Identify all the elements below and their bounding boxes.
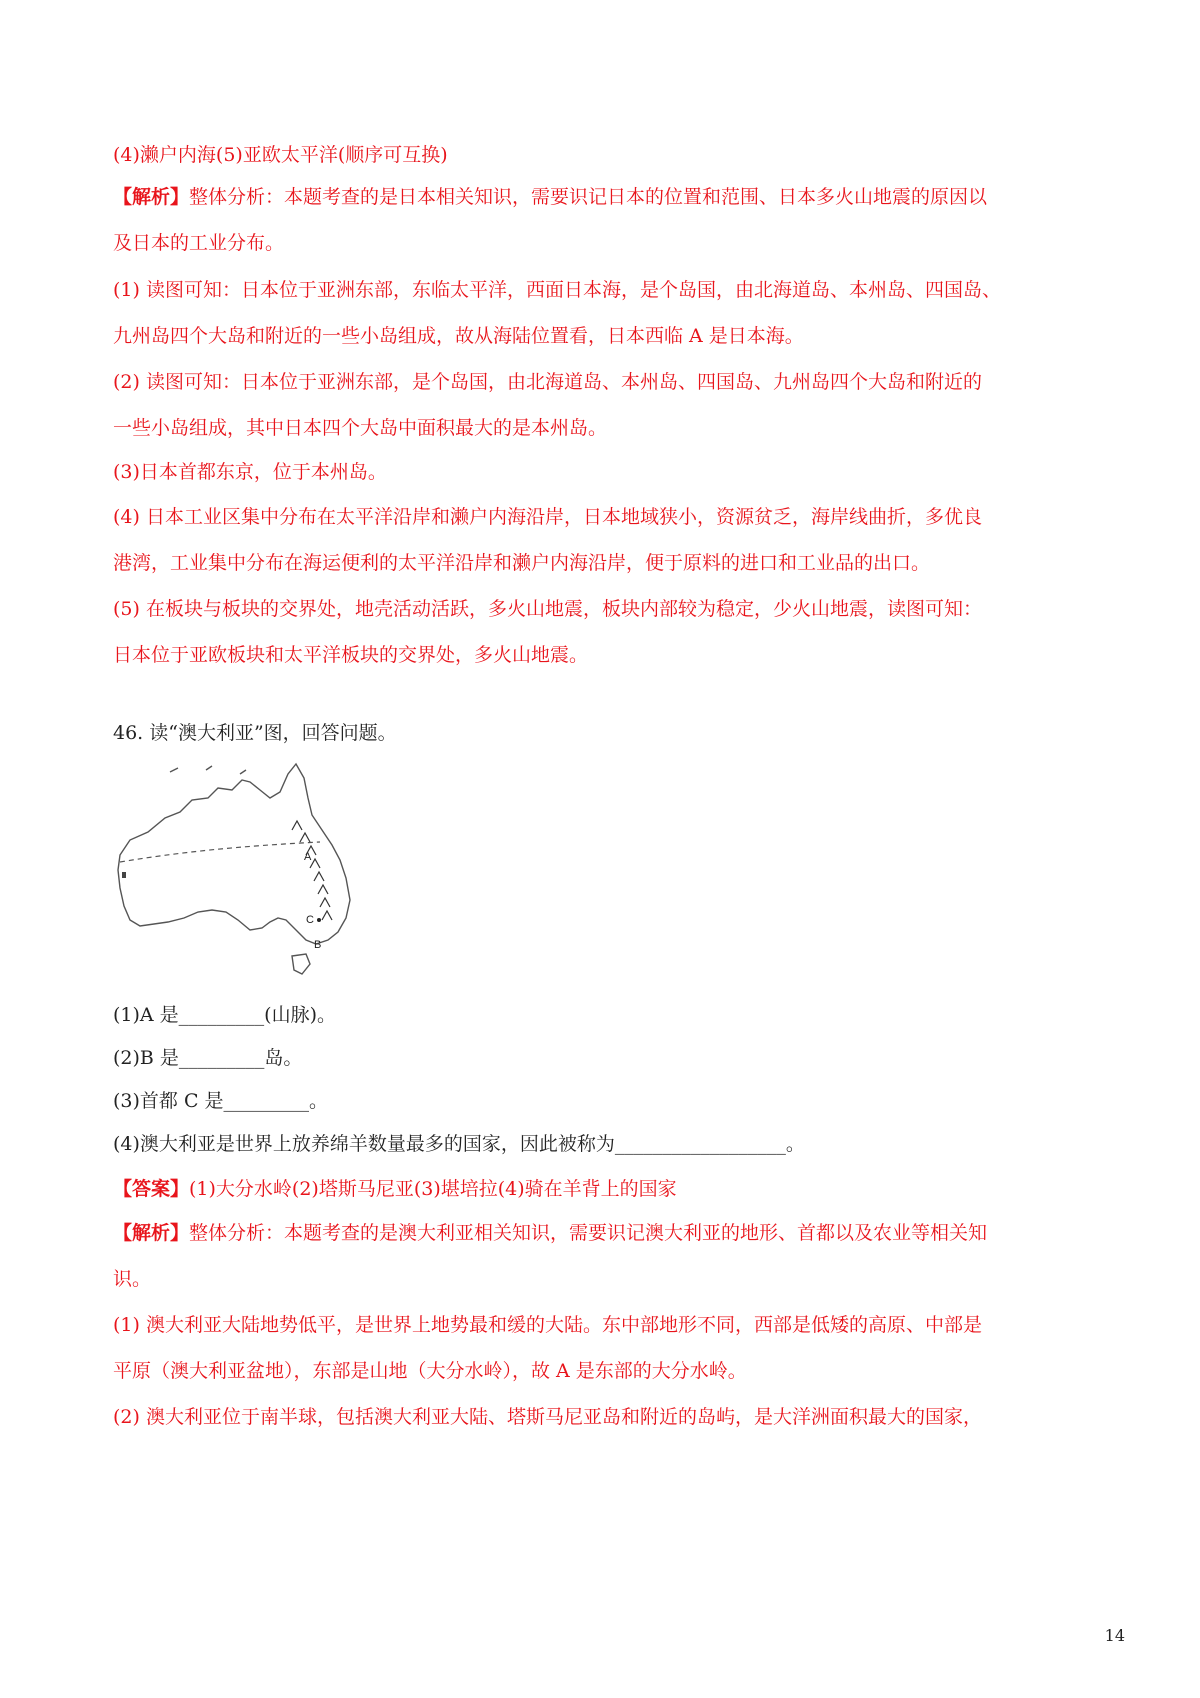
map-label-c: C <box>306 914 314 926</box>
question-46-3: (3)首都 C 是_________。 <box>113 1090 329 1112</box>
analysis-paragraph-japan <box>113 185 987 209</box>
analysis-point-2: (2) 读图可知：日本位于亚洲东部，是个岛国，由北海道岛、本州岛、四国岛、九州岛四个大岛和附近的 <box>113 371 982 393</box>
answer-line <box>113 1177 677 1201</box>
page-number: 14 <box>1104 1626 1125 1645</box>
answer-continued-line: (4)濑户内海(5)亚欧太平洋(顺序可互换) <box>113 144 448 166</box>
west-coast-marker <box>122 872 126 878</box>
analysis-line: 及日本的工业分布。 <box>113 232 285 254</box>
analysis-point-2: (2) 澳大利亚位于南半球，包括澳大利亚大陆、塔斯马尼亚岛和附近的岛屿，是大洋洲面积最大的国家， <box>113 1406 982 1428</box>
analysis-point-3: (3)日本首都东京，位于本州岛。 <box>113 461 387 483</box>
map-label-b: B <box>314 939 322 951</box>
analysis-text: 整体分析：本题考查的是日本相关知识，需要识记日本的位置和范围、日本多火山地震的原因以 <box>189 186 988 208</box>
question-46-1: (1)A 是_________(山脉)。 <box>113 1004 336 1026</box>
analysis-text: 整体分析：本题考查的是澳大利亚相关知识，需要识记澳大利亚的地形、首都以及农业等相关知 <box>189 1222 988 1244</box>
analysis-line: 九州岛四个大岛和附近的一些小岛组成，故从海陆位置看，日本西临 A 是日本海。 <box>113 325 804 347</box>
question-46-4: (4)澳大利亚是世界上放养绵羊数量最多的国家，因此被称为__________________。 <box>113 1133 805 1155</box>
analysis-point-5: (5) 在板块与板块的交界处，地壳活动活跃，多火山地震，板块内部较为稳定，少火山地震，读图可知： <box>113 598 982 620</box>
analysis-line: 识。 <box>113 1268 152 1290</box>
map-label-a: A <box>304 851 312 863</box>
analysis-line: 一些小岛组成，其中日本四个大岛中面积最大的是本州岛。 <box>113 417 608 439</box>
analysis-tag: 【解析】 <box>113 1222 190 1244</box>
analysis-paragraph-australia <box>113 1221 987 1245</box>
question-46-stem: 46. 读“澳大利亚”图，回答问题。 <box>113 722 397 744</box>
analysis-line: 港湾，工业集中分布在海运便利的太平洋沿岸和濑户内海沿岸，便于原料的进口和工业品的出口。 <box>113 552 931 574</box>
analysis-tag: 【解析】 <box>113 186 190 208</box>
capital-marker <box>317 918 321 922</box>
tropic-dashed-line <box>120 842 320 862</box>
answer-tag: 【答案】 <box>113 1178 190 1200</box>
analysis-point-1: (1) 读图可知：日本位于亚洲东部，东临太平洋，西面日本海，是个岛国，由北海道岛、本州岛、四国岛、 <box>113 279 1001 301</box>
analysis-point-1: (1) 澳大利亚大陆地势低平，是世界上地势最和缓的大陆。东中部地形不同，西部是低矮的高原、中部是 <box>113 1314 982 1336</box>
australia-map <box>110 760 360 985</box>
analysis-line: 平原（澳大利亚盆地），东部是山地（大分水岭），故 A 是东部的大分水岭。 <box>113 1360 747 1382</box>
analysis-line: 日本位于亚欧板块和太平洋板块的交界处，多火山地震。 <box>113 644 589 666</box>
analysis-point-4: (4) 日本工业区集中分布在太平洋沿岸和濑户内海沿岸，日本地域狭小，资源贫乏，海岸线曲折，多优良 <box>113 506 982 528</box>
answer-text: (1)大分水岭(2)塔斯马尼亚(3)堪培拉(4)骑在羊背上的国家 <box>189 1178 677 1200</box>
question-46-2: (2)B 是_________岛。 <box>113 1047 303 1069</box>
